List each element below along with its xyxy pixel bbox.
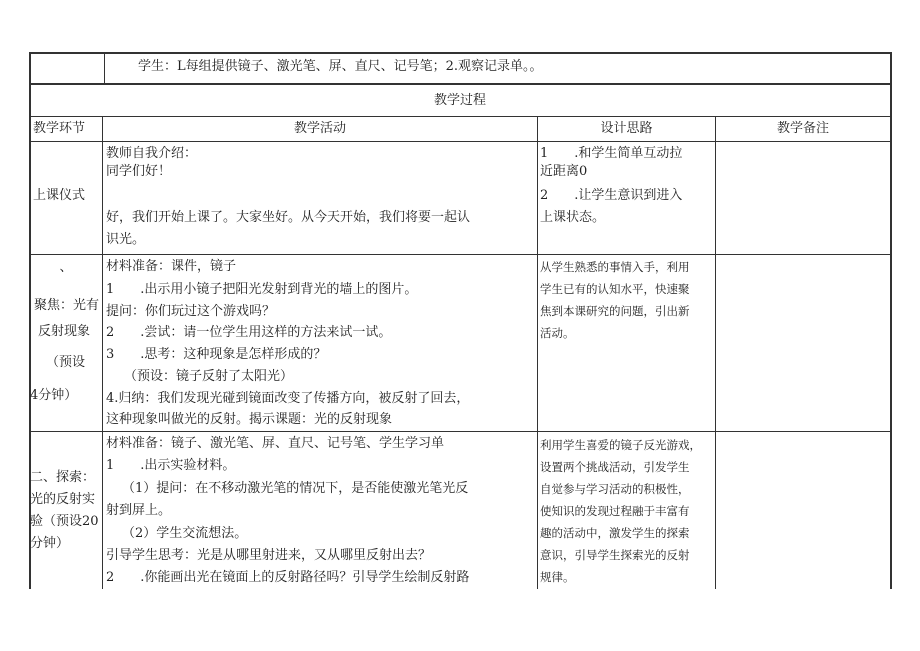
rule-under-row2 <box>29 431 891 432</box>
row2-phase-line: 、 <box>59 260 73 275</box>
row3-activity-line: 材料准备：镜子、激光笔、屏、直尺、记号笔、学生学习单 <box>106 436 445 451</box>
row3-design-line: 使知识的发现过程融于丰富有 <box>540 504 690 518</box>
row3-design-line: 规律。 <box>540 570 575 584</box>
row2-phase-line: 聚焦：光有 <box>34 298 100 313</box>
rule-col-phase <box>102 116 103 589</box>
rule-under-header <box>29 141 891 142</box>
row1-design-line: 1 .和学生简单互动拉 <box>540 146 683 161</box>
row1-activity-line: 同学们好！ <box>106 164 172 179</box>
row1-design-line: 2 .让学生意识到进入 <box>540 188 683 203</box>
row2-activity-line: 3 .思考：这种现象是怎样形成的？ <box>106 347 327 362</box>
rule-col-activity <box>537 116 538 589</box>
row2-design-line: 焦到本课研究的问题，引出新 <box>540 304 690 318</box>
row2-phase-line: （预设 <box>46 355 86 370</box>
rule-under-row1 <box>29 254 891 255</box>
row2-design-line: 从学生熟悉的事情入手，利用 <box>540 260 690 274</box>
row3-design-line: 利用学生喜爱的镜子反光游戏， <box>540 438 701 452</box>
rule-top-inner <box>104 52 105 84</box>
rule-under-section <box>29 116 891 117</box>
row1-activity-line: 识光。 <box>106 232 146 247</box>
header-notes: 教学备注 <box>776 121 829 136</box>
rule-right <box>890 52 892 589</box>
row3-activity-line: （1）提问：在不移动激光笔的情况下，是否能使激光笔光反 <box>122 481 469 496</box>
row2-activity-line: 材料准备：课件，镜子 <box>106 259 237 274</box>
row3-activity-line: 1 .出示实验材料。 <box>106 458 236 473</box>
row1-phase: 上课仪式 <box>33 188 86 203</box>
row3-design-line: 设置两个挑战活动，引发学生 <box>540 460 690 474</box>
row2-phase-line: 反射现象 <box>38 324 91 339</box>
row1-design-line: 近距离0 <box>540 164 588 179</box>
row3-design-line: 自觉参与学习活动的积极性， <box>540 482 690 496</box>
rule-col-design <box>715 116 716 589</box>
row3-design-line: 趣的活动中，激发学生的探索 <box>540 526 690 540</box>
row2-activity-line: 这种现象叫做光的反射。揭示课题：光的反射现象 <box>106 412 393 427</box>
row2-activity-line: 提问：你们玩过这个游戏吗？ <box>106 304 276 319</box>
rule-under-students <box>29 83 891 85</box>
row3-phase-line: 二、探索： <box>30 470 96 485</box>
row3-design-line: 意识，引导学生探索光的反射 <box>540 548 690 562</box>
row1-activity-line: 教师自我介绍： <box>106 146 198 161</box>
row2-design-line: 学生已有的认知水平，快速聚 <box>540 282 690 296</box>
header-design: 设计思路 <box>600 121 653 136</box>
row1-activity-line: 好，我们开始上课了。大家坐好。从今天开始，我们将要一起认 <box>106 210 471 225</box>
header-phase: 教学环节 <box>33 121 86 136</box>
row3-activity-line: （2）学生交流想法。 <box>122 526 248 541</box>
rule-top <box>29 52 891 54</box>
row1-design-line: 上课状态。 <box>540 210 606 225</box>
row2-activity-line: 4.归纳：我们发现光碰到镜面改变了传播方向，被反射了回去， <box>106 391 470 406</box>
row2-design-line: 活动。 <box>540 326 575 340</box>
row2-activity-line: （预设：镜子反射了太阳光） <box>124 369 294 384</box>
row2-phase-line: 4分钟） <box>30 388 78 403</box>
row2-activity-line: 1 .出示用小镜子把阳光发射到背光的墙上的图片。 <box>106 282 418 297</box>
students-materials-text: 学生：L每组提供镜子、激光笔、屏、直尺、记号笔；2.观察记录单。。 <box>138 59 543 74</box>
row3-phase-line: 分钟） <box>30 536 70 551</box>
row3-activity-line: 2 .你能画出光在镜面上的反射路径吗？引导学生绘制反射路 <box>106 570 470 585</box>
row3-phase-line: 验（预设20 <box>30 514 99 529</box>
row3-phase-line: 光的反射实 <box>30 492 96 507</box>
row3-activity-line: 射到屏上。 <box>106 503 172 518</box>
row2-activity-line: 2 .尝试：请一位学生用这样的方法来试一试。 <box>106 325 392 340</box>
header-activity: 教学活动 <box>293 121 346 136</box>
row3-activity-line: 引导学生思考：光是从哪里射进来，又从哪里反射出去？ <box>106 548 432 563</box>
section-title: 教学过程 <box>433 93 486 108</box>
